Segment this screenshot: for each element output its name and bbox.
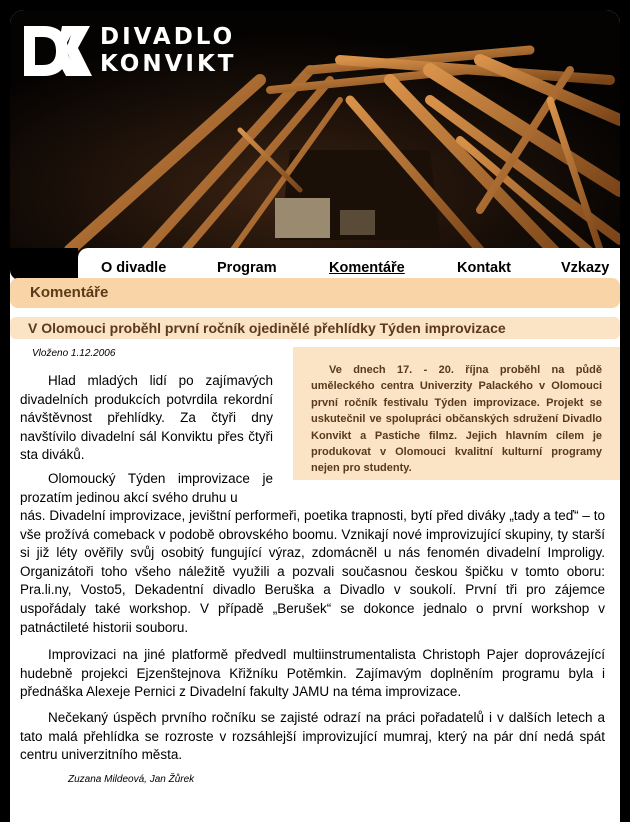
article-paragraph-2-rest: nás. Divadelní improvizace, jevištní performeři, poetika trapnosti, bytí před diváky „tady a teď“ – to vše prožívá comeback v podobě obrovského boomu. Vznikají nové improvizující skupiny, ty starší si již léty ověřily svůj osobitý fungující výraz, zdomácněl u nás fenomén divadelní Improligy. Organizátoři toho všeho náležitě využili a pozvali současnou českou špičku v tomto oboru: Pra.li.ny, Vosto5, Dekadentní divadlo Beruška a Divadlo v soukolí. První tři pro zájemce uspořádaly také workshop. V případě „Berušek“ se dokonce jednalo o první workshop v patnáctileté historii souboru. (20, 508, 605, 635)
header-banner (10, 10, 620, 268)
content-frame (10, 10, 620, 822)
nav-corner (10, 248, 78, 280)
article-authors: Zuzana Mildeová, Jan Žůrek (68, 774, 195, 785)
article-paragraph-3: Improvizaci na jiné platformě předvedl multiinstrumentalista Christoph Pajer doprovázející hudebně projekci Ejzenštejnova Křižníku Potěmkin. Zajímavým doplněním programu byla i přednáška Alexeje Pernici z Divadelní fakulty JAMU na téma improvizace. (20, 647, 605, 700)
article-summary: Ve dnech 17. - 20. října proběhl na půdě uměleckého centra Univerzity Palackého v Olomouci první ročník festivalu Týden improvizace. Projekt se uskutečnil ve spolupráci občanských sdružení Divadlo Konvikt a Pastiche filmz. Jejich hlavním cílem je produkovat v Olomouci kvalitní kulturní programy nejen pro studenty. (311, 364, 602, 475)
article-paragraph-4: Nečekaný úspěch prvního ročníku se zajisté odrazí na práci pořadatelů i v dalších letech a tato malá přehlídka se rozroste v rozsáhlejší improvizující mumraj, který na pár dní nedá spát centru univerzitního města. (20, 710, 605, 763)
logo-line-1: DIVADLO (100, 24, 236, 50)
main-nav (10, 248, 620, 280)
nav-item-komentare[interactable]: Komentáře (329, 260, 405, 276)
section-title: Komentáře (30, 284, 109, 301)
logo-text (100, 24, 236, 78)
section-header (10, 278, 620, 308)
article-summary-box (293, 347, 620, 480)
nav-item-vzkazy[interactable]: Vzkazy (561, 260, 610, 276)
logo-line-2: KONVIKT (100, 51, 237, 77)
nav-item-program[interactable]: Program (217, 260, 277, 276)
article-paragraph-1: Hlad mladých lidí po zajímavých divadelních produkcích potvrdila rekordní návštěvnost přehlídky. Za čtyři dny navštívilo divadelní sál Konviktu přes čtyři sta diváků. (20, 373, 273, 462)
article-header (10, 317, 620, 339)
nav-item-kontakt[interactable]: Kontakt (457, 260, 511, 276)
posted-date: Vloženo 1.12.2006 (32, 348, 116, 359)
logo[interactable] (22, 22, 237, 80)
article-title: V Olomouci proběhl první ročník ojedinělé přehlídky Týden improvizace (28, 320, 506, 336)
dk-logo-mark-icon (22, 22, 94, 80)
nav-item-o-divadle[interactable]: O divadle (101, 260, 167, 276)
article-paragraph-2-start: Olomoucký Týden improvizace je prozatím jedinou akcí svého druhu u (20, 471, 273, 505)
